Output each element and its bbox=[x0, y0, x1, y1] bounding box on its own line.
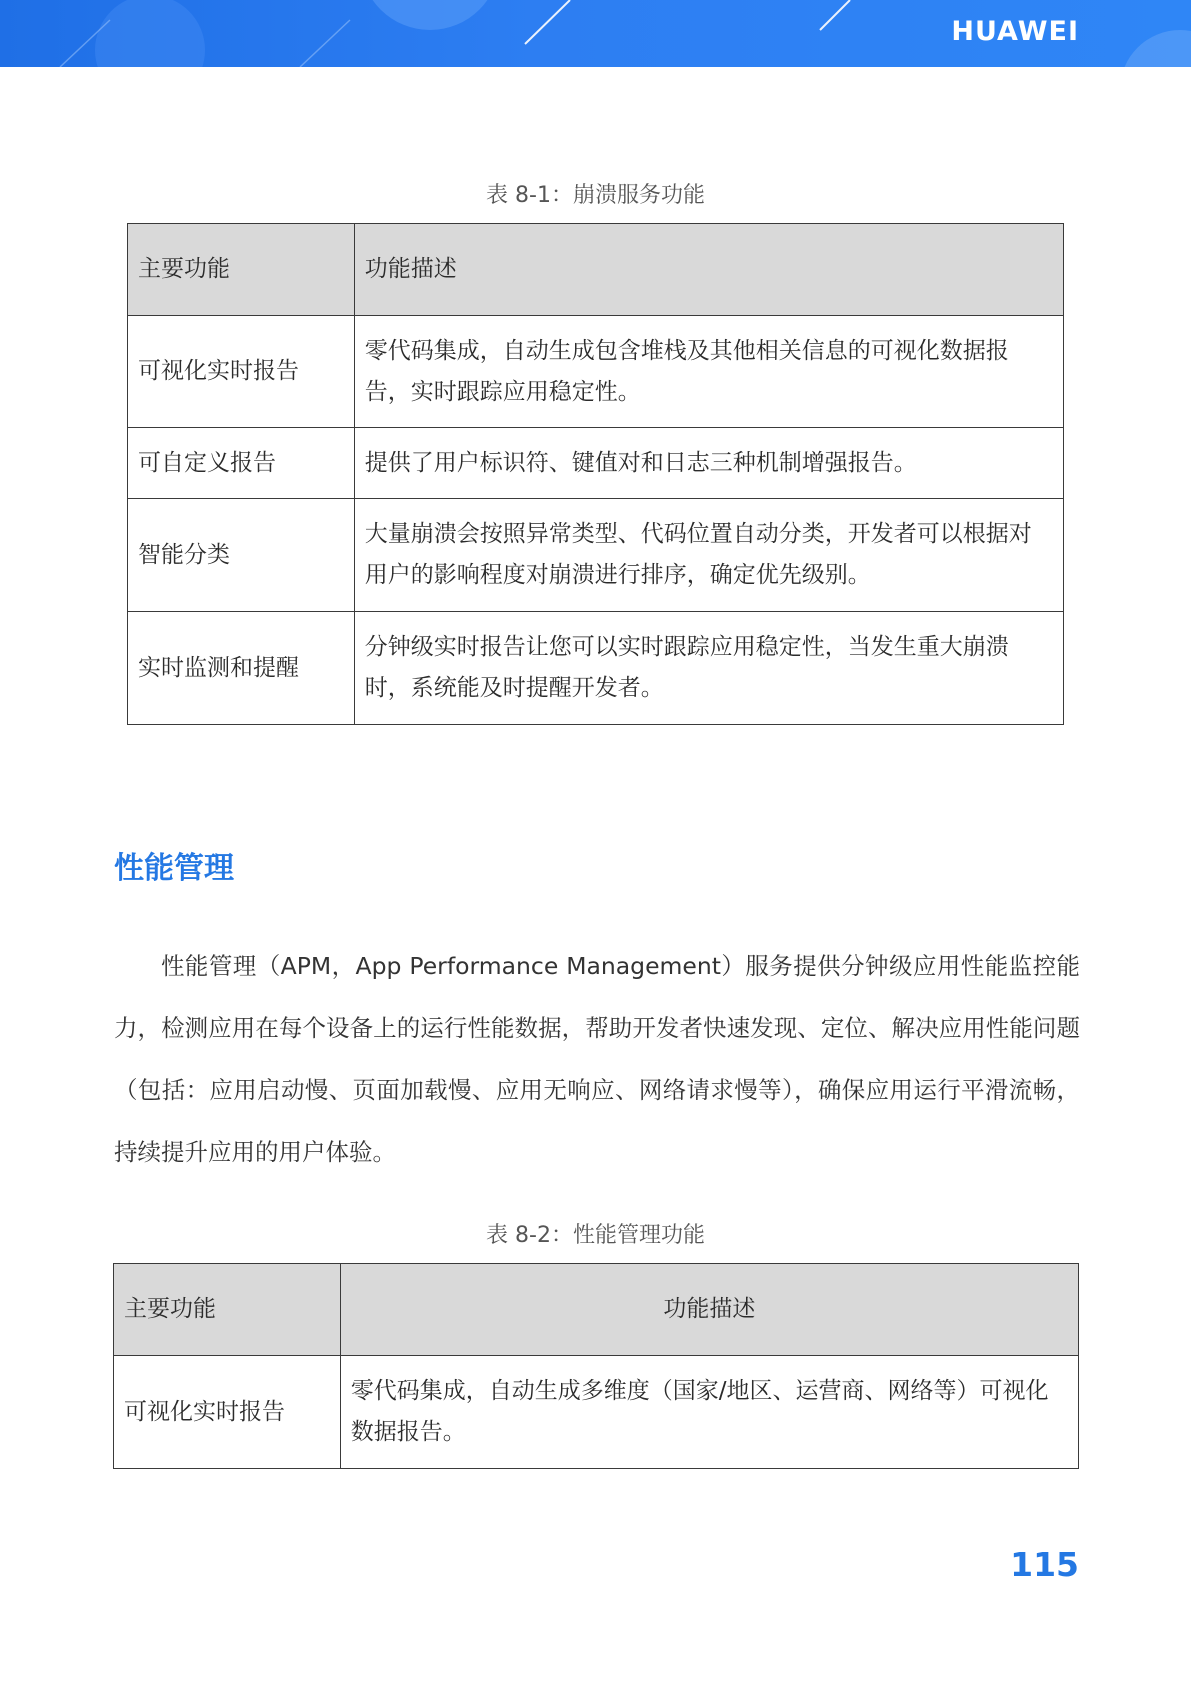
apm-features-table bbox=[113, 1263, 1079, 1469]
feature-cell: 可自定义报告 bbox=[128, 428, 355, 499]
table-row bbox=[128, 499, 1064, 612]
table-row bbox=[114, 1356, 1079, 1469]
crash-features-table bbox=[127, 223, 1064, 725]
column-header-description: 功能描述 bbox=[340, 1264, 1078, 1356]
description-cell: 分钟级实时报告让您可以实时跟踪应用稳定性，当发生重大崩溃时，系统能及时提醒开发者。 bbox=[354, 612, 1063, 725]
table-header-row bbox=[128, 224, 1064, 316]
feature-cell: 实时监测和提醒 bbox=[128, 612, 355, 725]
header-banner bbox=[0, 0, 1191, 67]
column-header-description: 功能描述 bbox=[354, 224, 1063, 316]
section-heading: 性能管理 bbox=[114, 851, 234, 886]
table2-caption: 表 8-2：性能管理功能 bbox=[486, 1223, 705, 1248]
section-paragraph: 性能管理（APM，App Performance Management）服务提供分钟级应用性能监控能力，检测应用在每个设备上的运行性能数据，帮助开发者快速发现、定位、解决应用性能问题（包括：应用启动慢、页面加载慢、应用无响应、网络请求慢等），确保应用运行平滑流畅，持续提升应用的用户体验。 bbox=[114, 952, 1080, 1166]
feature-cell: 可视化实时报告 bbox=[114, 1356, 341, 1469]
table-row bbox=[128, 316, 1064, 428]
feature-cell: 智能分类 bbox=[128, 499, 355, 612]
description-cell: 大量崩溃会按照异常类型、代码位置自动分类，开发者可以根据对用户的影响程度对崩溃进行排序，确定优先级别。 bbox=[354, 499, 1063, 612]
description-cell: 零代码集成，自动生成多维度（国家/地区、运营商、网络等）可视化数据报告。 bbox=[340, 1356, 1078, 1469]
feature-cell: 可视化实时报告 bbox=[128, 316, 355, 428]
column-header-feature: 主要功能 bbox=[114, 1264, 341, 1356]
table-header-row bbox=[114, 1264, 1079, 1356]
page-number: 115 bbox=[1010, 1545, 1079, 1584]
description-cell: 零代码集成，自动生成包含堆栈及其他相关信息的可视化数据报告，实时跟踪应用稳定性。 bbox=[354, 316, 1063, 428]
table-row bbox=[128, 612, 1064, 725]
table1-caption: 表 8-1：崩溃服务功能 bbox=[486, 183, 705, 208]
brand-logo: HUAWEI bbox=[951, 16, 1079, 47]
description-cell: 提供了用户标识符、键值对和日志三种机制增强报告。 bbox=[354, 428, 1063, 499]
column-header-feature: 主要功能 bbox=[128, 224, 355, 316]
table-row bbox=[128, 428, 1064, 499]
